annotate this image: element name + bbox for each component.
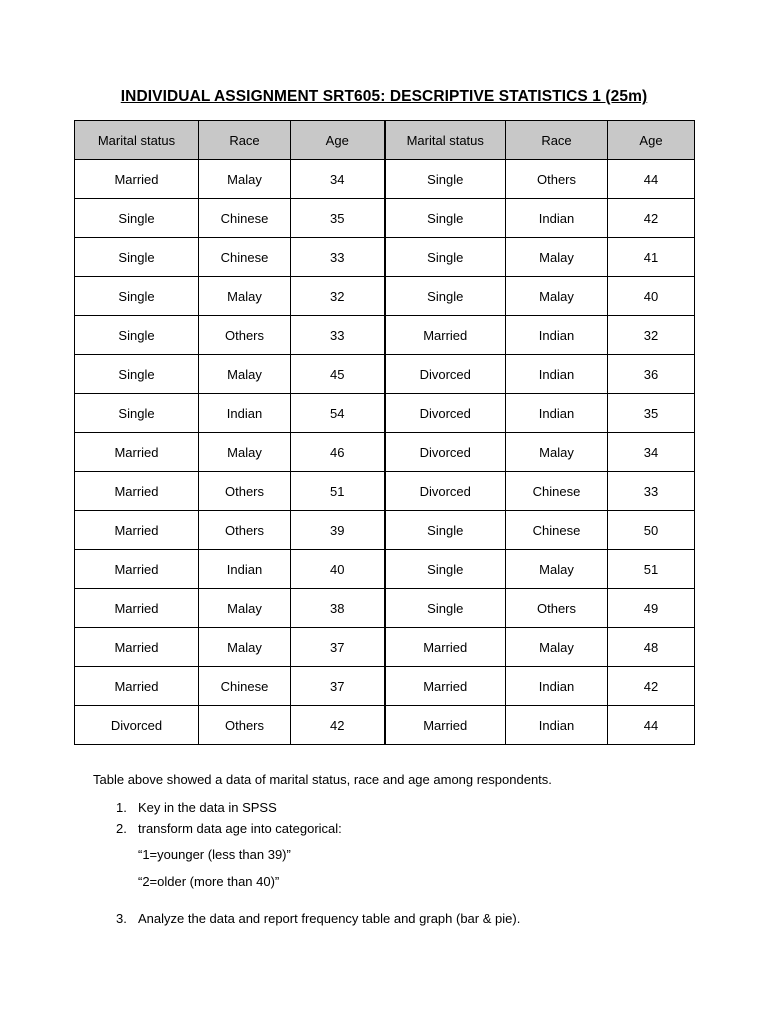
table-cell: Malay xyxy=(199,277,291,316)
table-cell: Malay xyxy=(506,277,608,316)
table-cell: Others xyxy=(199,706,291,745)
column-header: Marital status xyxy=(75,121,199,160)
table-cell: 33 xyxy=(291,316,385,355)
table-cell: 50 xyxy=(608,511,695,550)
table-cell: 33 xyxy=(291,238,385,277)
table-cell: 40 xyxy=(608,277,695,316)
table-cell: Malay xyxy=(199,589,291,628)
document-title: INDIVIDUAL ASSIGNMENT SRT605: DESCRIPTIVE STATISTICS 1 (25m) xyxy=(120,88,648,105)
list-item xyxy=(102,800,520,821)
table-cell: Single xyxy=(385,511,506,550)
table-cell: Chinese xyxy=(199,199,291,238)
table-cell: Single xyxy=(385,160,506,199)
column-header: Age xyxy=(291,121,385,160)
table-cell: 41 xyxy=(608,238,695,277)
table-cell: Divorced xyxy=(385,433,506,472)
table-row xyxy=(75,238,695,277)
table-cell: 34 xyxy=(291,160,385,199)
table-row xyxy=(75,472,695,511)
list-text: transform data age into categorical: xyxy=(138,821,342,836)
list-text: Key in the data in SPSS xyxy=(138,800,277,815)
table-cell: 39 xyxy=(291,511,385,550)
table-cell: Single xyxy=(75,355,199,394)
table-cell: 42 xyxy=(608,667,695,706)
table-cell: Others xyxy=(506,589,608,628)
table-cell: Married xyxy=(385,316,506,355)
table-cell: Married xyxy=(75,550,199,589)
table-cell: Single xyxy=(75,238,199,277)
table-cell: Single xyxy=(75,199,199,238)
table-cell: 33 xyxy=(608,472,695,511)
table-cell: Single xyxy=(385,277,506,316)
table-cell: 34 xyxy=(608,433,695,472)
table-cell: 40 xyxy=(291,550,385,589)
table-cell: Malay xyxy=(506,628,608,667)
table-row xyxy=(75,316,695,355)
table-cell: Malay xyxy=(199,355,291,394)
table-cell: 35 xyxy=(291,199,385,238)
table-row xyxy=(75,667,695,706)
table-cell: 32 xyxy=(291,277,385,316)
table-cell: 54 xyxy=(291,394,385,433)
table-row xyxy=(75,199,695,238)
table-cell: Married xyxy=(385,667,506,706)
table-cell: 51 xyxy=(608,550,695,589)
table-cell: 49 xyxy=(608,589,695,628)
table-cell: Indian xyxy=(506,199,608,238)
table-cell: 48 xyxy=(608,628,695,667)
table-cell: 42 xyxy=(291,706,385,745)
table-cell: Chinese xyxy=(199,667,291,706)
table-row xyxy=(75,706,695,745)
table-cell: Married xyxy=(385,628,506,667)
description-text: Table above showed a data of marital status, race and age among respondents. xyxy=(93,772,552,787)
table-header-row xyxy=(75,121,695,160)
table-row xyxy=(75,160,695,199)
list-number: 2. xyxy=(116,821,127,836)
table-cell: Single xyxy=(75,277,199,316)
table-row xyxy=(75,550,695,589)
list-number: 3. xyxy=(116,911,127,926)
table-cell: 38 xyxy=(291,589,385,628)
table-cell: Indian xyxy=(199,550,291,589)
table-cell: Married xyxy=(75,628,199,667)
column-header: Marital status xyxy=(385,121,506,160)
table-cell: Indian xyxy=(199,394,291,433)
table-row xyxy=(75,589,695,628)
table-cell: Divorced xyxy=(385,355,506,394)
list-item xyxy=(102,911,520,926)
table-cell: 42 xyxy=(608,199,695,238)
table-cell: Single xyxy=(75,394,199,433)
instruction-list xyxy=(102,800,520,926)
table-cell: 37 xyxy=(291,628,385,667)
table-cell: 44 xyxy=(608,160,695,199)
category-rule: “1=younger (less than 39)” xyxy=(138,847,291,862)
column-header: Race xyxy=(506,121,608,160)
table-cell: Married xyxy=(75,472,199,511)
table-cell: Single xyxy=(385,238,506,277)
table-cell: Others xyxy=(199,511,291,550)
table-row xyxy=(75,433,695,472)
table-row xyxy=(75,277,695,316)
table-cell: Indian xyxy=(506,706,608,745)
table-cell: Married xyxy=(75,433,199,472)
table-cell: Malay xyxy=(199,433,291,472)
table-cell: Indian xyxy=(506,667,608,706)
table-cell: Chinese xyxy=(506,511,608,550)
table-cell: Others xyxy=(199,316,291,355)
table-row xyxy=(75,628,695,667)
table-cell: 51 xyxy=(291,472,385,511)
table-cell: Divorced xyxy=(385,472,506,511)
table-cell: Divorced xyxy=(385,394,506,433)
table-cell: Indian xyxy=(506,394,608,433)
table-cell: 37 xyxy=(291,667,385,706)
table-cell: Malay xyxy=(506,550,608,589)
table-body xyxy=(75,160,695,745)
table-row xyxy=(75,355,695,394)
list-text: Analyze the data and report frequency table and graph (bar & pie). xyxy=(138,911,521,926)
table-cell: Married xyxy=(75,511,199,550)
table-cell: Married xyxy=(75,667,199,706)
table-cell: Others xyxy=(199,472,291,511)
table-cell: 36 xyxy=(608,355,695,394)
table-cell: 44 xyxy=(608,706,695,745)
category-rule: “2=older (more than 40)” xyxy=(138,874,280,889)
table-cell: Malay xyxy=(506,433,608,472)
table-cell: Others xyxy=(506,160,608,199)
table-cell: Single xyxy=(385,199,506,238)
table-cell: Single xyxy=(385,589,506,628)
data-table xyxy=(74,120,695,745)
table-cell: Malay xyxy=(199,160,291,199)
table-cell: Malay xyxy=(506,238,608,277)
table-cell: Indian xyxy=(506,355,608,394)
table-row xyxy=(75,394,695,433)
list-item xyxy=(102,821,520,907)
table-cell: Chinese xyxy=(506,472,608,511)
table-cell: Married xyxy=(75,589,199,628)
table-cell: Married xyxy=(385,706,506,745)
column-header: Race xyxy=(199,121,291,160)
table-cell: 32 xyxy=(608,316,695,355)
table-cell: 35 xyxy=(608,394,695,433)
list-number: 1. xyxy=(116,800,127,815)
table-cell: Single xyxy=(385,550,506,589)
table-cell: Chinese xyxy=(199,238,291,277)
table-cell: Married xyxy=(75,160,199,199)
table-row xyxy=(75,511,695,550)
table-cell: 46 xyxy=(291,433,385,472)
table-cell: Single xyxy=(75,316,199,355)
table-cell: Malay xyxy=(199,628,291,667)
column-header: Age xyxy=(608,121,695,160)
table-cell: Divorced xyxy=(75,706,199,745)
table-cell: 45 xyxy=(291,355,385,394)
table-cell: Indian xyxy=(506,316,608,355)
